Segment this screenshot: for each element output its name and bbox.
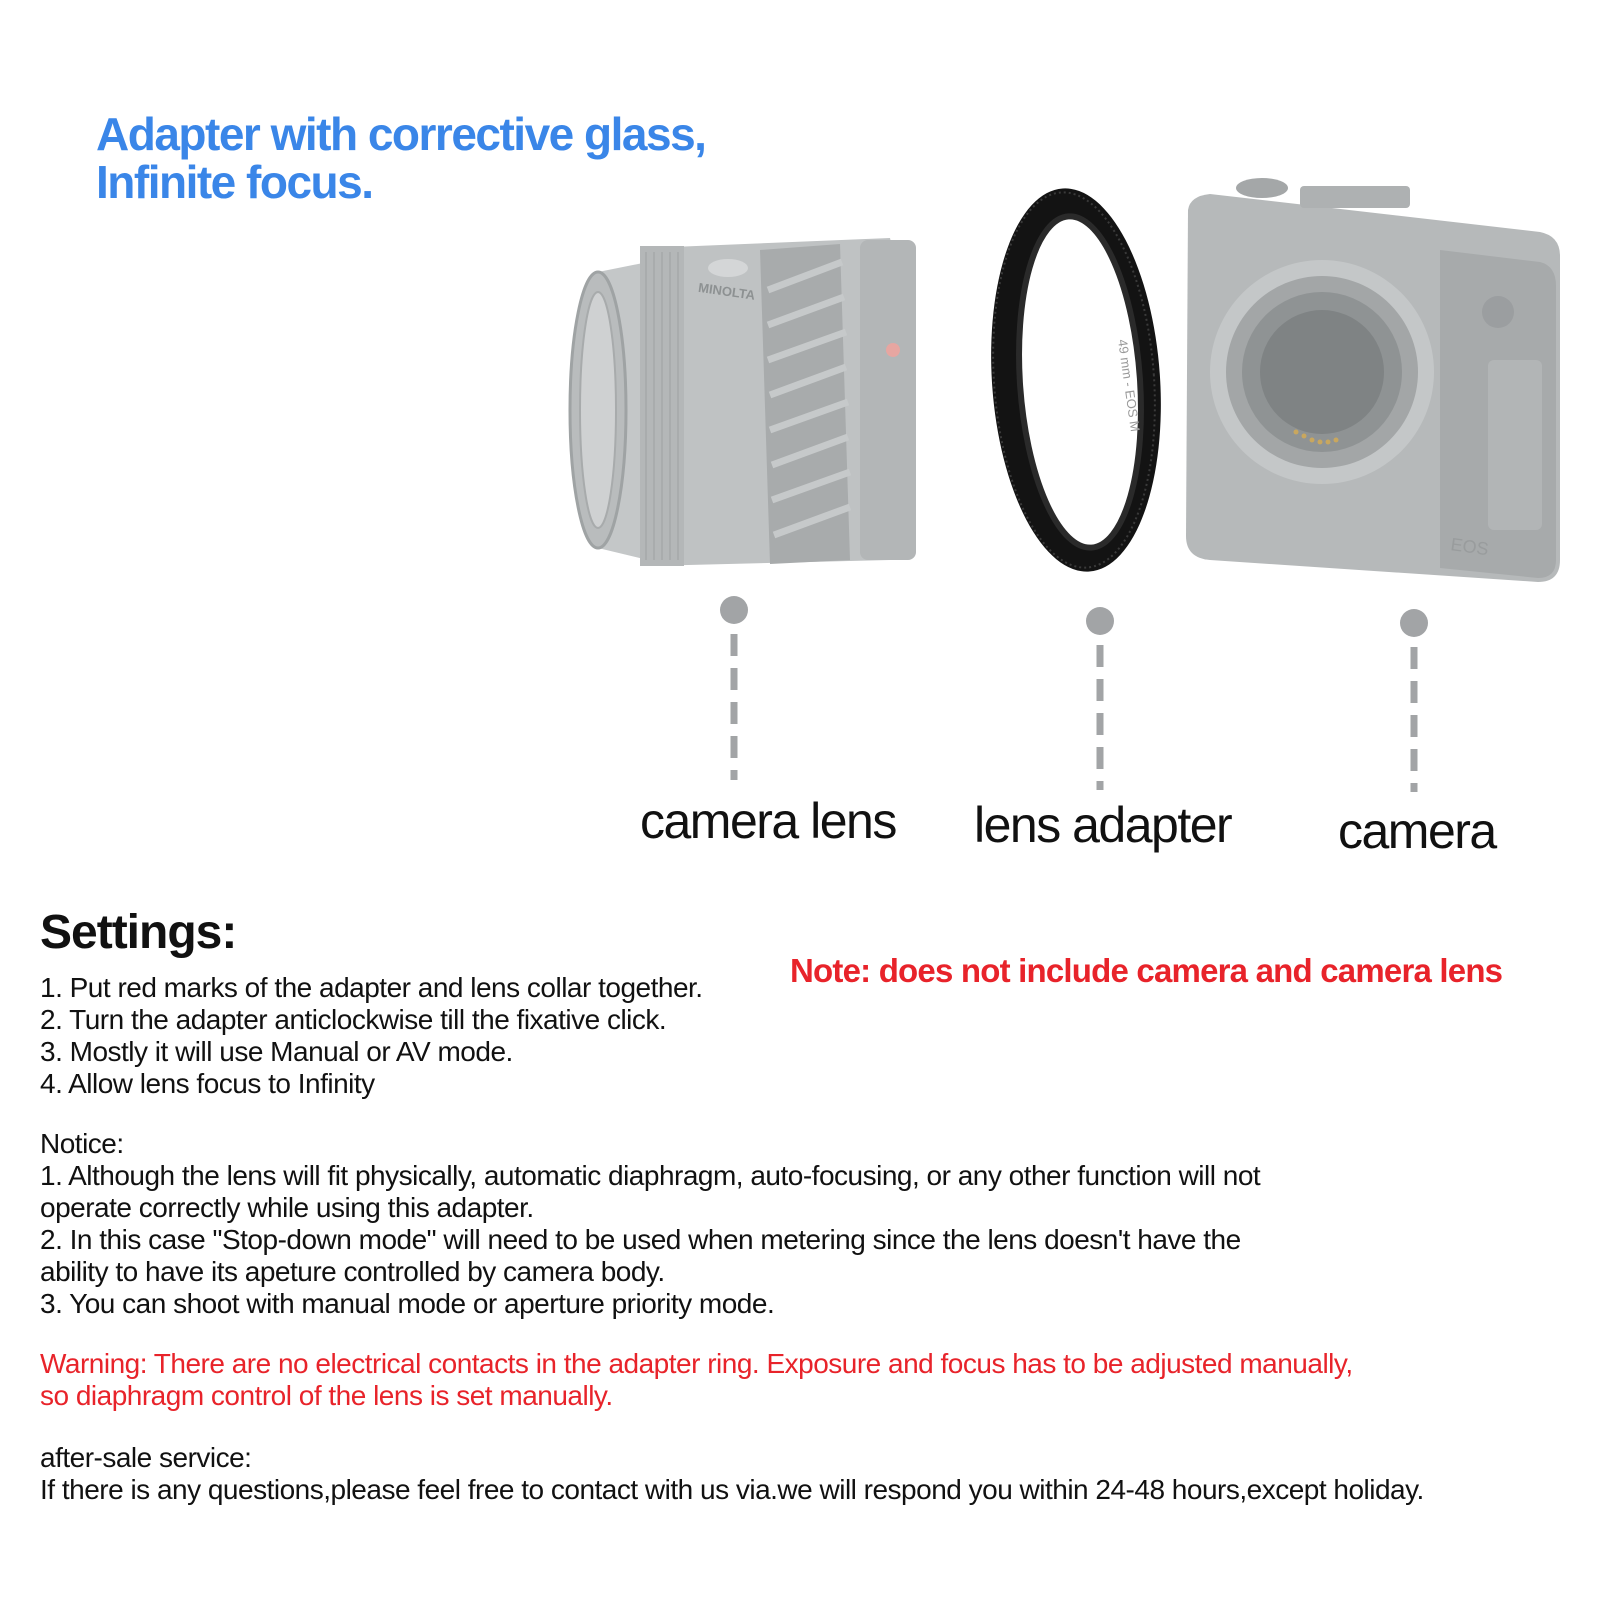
notice-line: 2. In this case "Stop-down mode" will need to be used when metering since the lens doesn't have the — [40, 1224, 1241, 1255]
notice-line: ability to have its apeture controlled by camera body. — [40, 1256, 665, 1287]
notice-line: 1. Although the lens will fit physically, automatic diaphragm, auto-focusing, or any other function will not — [40, 1160, 1261, 1191]
settings-step: 1. Put red marks of the adapter and lens collar together. — [40, 972, 703, 1003]
product-illustration — [560, 170, 1600, 610]
after-sale-section — [40, 1442, 1424, 1506]
warning-line: Warning: There are no electrical contacts in the adapter ring. Exposure and focus has to be adjusted manually, — [40, 1348, 1353, 1379]
label-lens-adapter: lens adapter — [974, 797, 1232, 853]
camera-leader — [1400, 609, 1428, 792]
notice-line: operate correctly while using this adapter. — [40, 1192, 534, 1223]
lens-adapter-image — [979, 183, 1173, 578]
notice-title: Notice: — [40, 1128, 124, 1159]
adapter-leader — [1086, 607, 1114, 790]
notice-section — [40, 1128, 1260, 1320]
settings-step: 4. Allow lens focus to Infinity — [40, 1068, 375, 1099]
settings-steps — [40, 972, 703, 1100]
lens-leader — [720, 596, 748, 780]
headline-line-2: Infinite focus. — [96, 156, 373, 208]
camera-badge-text: EOS — [1449, 534, 1490, 560]
camera-lens-image — [570, 238, 916, 566]
headline-line-1: Adapter with corrective glass, — [96, 108, 706, 160]
camera-body-image — [1186, 178, 1560, 582]
warning-line: so diaphragm control of the lens is set manually. — [40, 1380, 613, 1411]
after-sale-text: If there is any questions,please feel free to contact with us via.we will respond you within 24-48 hours,except holiday. — [40, 1474, 1424, 1505]
adapter-engraving-text: 49 mm - EOS M — [1115, 338, 1143, 433]
camera-leader-dot — [1400, 609, 1428, 637]
note-text: Note: does not include camera and camera lens — [790, 952, 1503, 989]
label-camera: camera — [1338, 803, 1496, 859]
settings-step: 2. Turn the adapter anticlockwise till the fixative click. — [40, 1004, 667, 1035]
settings-title: Settings: — [40, 906, 237, 959]
settings-step: 3. Mostly it will use Manual or AV mode. — [40, 1036, 513, 1067]
warning-section — [40, 1348, 1353, 1412]
label-camera-lens: camera lens — [640, 793, 896, 849]
after-sale-title: after-sale service: — [40, 1442, 252, 1473]
lens-brand-text: MINOLTA — [697, 279, 757, 303]
adapter-leader-dot — [1086, 607, 1114, 635]
notice-line: 3. You can shoot with manual mode or aperture priority mode. — [40, 1288, 775, 1319]
